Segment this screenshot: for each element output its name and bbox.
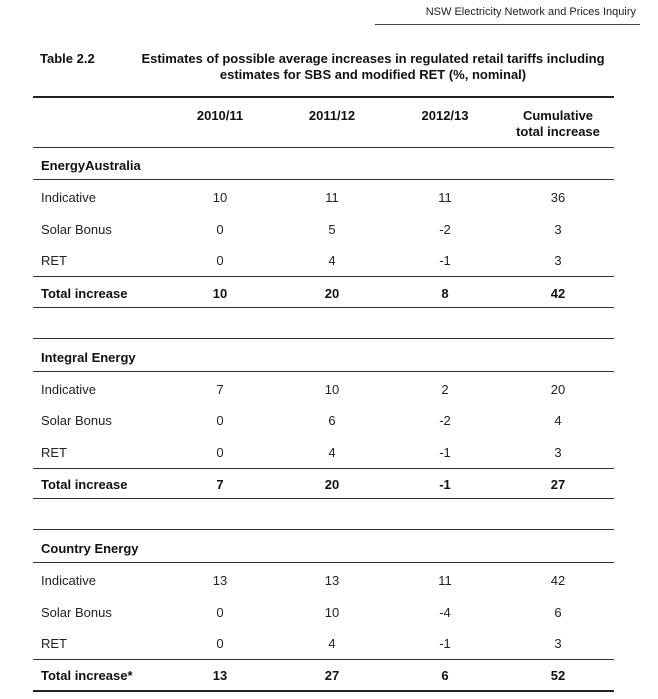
total-cell: 20 — [324, 477, 340, 492]
total-cell: 27 — [324, 668, 340, 683]
section-rule — [33, 179, 614, 180]
column-header-2011-12: 2011/12 — [308, 108, 356, 123]
row-label: RET — [41, 445, 67, 460]
section-rule — [33, 371, 614, 372]
table-cell: -2 — [439, 222, 451, 237]
section-heading: Integral Energy — [41, 350, 136, 365]
table-cell: 7 — [216, 382, 224, 397]
column-header-cumulative — [502, 108, 614, 140]
total-bottom-rule — [33, 498, 614, 499]
total-cell: -1 — [439, 477, 451, 492]
table-cell: 3 — [554, 222, 562, 237]
total-cell: 20 — [324, 286, 340, 301]
table-cell: -1 — [439, 445, 451, 460]
table-cell: 11 — [325, 190, 339, 205]
table-bottom-rule — [33, 690, 614, 692]
row-label: Indicative — [41, 573, 96, 588]
table-cell: 4 — [328, 253, 336, 268]
row-label: Solar Bonus — [41, 222, 112, 237]
total-cell: 27 — [550, 477, 566, 492]
total-cell: 42 — [550, 286, 566, 301]
row-label: RET — [41, 636, 67, 651]
table-cell: 0 — [216, 222, 224, 237]
table-cell: 3 — [554, 445, 562, 460]
table-cell: 4 — [328, 445, 336, 460]
total-label: Total increase* — [41, 668, 133, 683]
section-rule — [33, 562, 614, 563]
total-top-rule — [33, 468, 614, 469]
total-cell: 10 — [212, 286, 228, 301]
row-label: Solar Bonus — [41, 413, 112, 428]
total-label: Total increase — [41, 477, 128, 492]
table-cell: 10 — [324, 605, 340, 620]
table-cell: 3 — [554, 253, 562, 268]
total-cell: 8 — [441, 286, 449, 301]
total-cell: 13 — [212, 668, 228, 683]
table-cell: -4 — [439, 605, 451, 620]
column-header-cumulative-line-1: Cumulative — [522, 108, 594, 123]
table-top-rule — [33, 96, 614, 98]
table-cell: 13 — [324, 573, 340, 588]
table-cell: 42 — [550, 573, 566, 588]
table-title-line-2: estimates for SBS and modified RET (%, nominal) — [219, 67, 527, 82]
table-cell: 4 — [554, 413, 562, 428]
column-header-cumulative-line-2: total increase — [516, 124, 600, 139]
total-bottom-rule — [33, 307, 614, 308]
table-cell: 4 — [328, 636, 336, 651]
header-bottom-rule — [33, 147, 614, 148]
table-cell: 0 — [216, 636, 224, 651]
table-cell: 11 — [438, 190, 452, 205]
table-cell: 5 — [328, 222, 336, 237]
table-cell: 36 — [550, 190, 566, 205]
table-cell: 10 — [212, 190, 228, 205]
total-cell: 7 — [216, 477, 224, 492]
total-top-rule — [33, 659, 614, 660]
section-top-rule — [33, 338, 614, 339]
table-cell: 6 — [554, 605, 562, 620]
table-cell: 2 — [441, 382, 449, 397]
running-header: NSW Electricity Network and Prices Inquiry — [425, 6, 636, 18]
table-cell: 0 — [216, 605, 224, 620]
row-label: Solar Bonus — [41, 605, 112, 620]
table-cell: 11 — [438, 573, 452, 588]
section-top-rule — [33, 529, 614, 530]
table-title-line-1: Estimates of possible average increases in regulated retail tariffs including — [141, 51, 605, 66]
total-cell: 6 — [441, 668, 449, 683]
table-title — [128, 51, 618, 83]
table-cell: 0 — [216, 253, 224, 268]
section-heading: EnergyAustralia — [41, 158, 141, 173]
table-cell: 3 — [554, 636, 562, 651]
row-label: RET — [41, 253, 67, 268]
column-header-2012-13: 2012/13 — [421, 108, 469, 123]
column-header-2010-11: 2010/11 — [196, 108, 244, 123]
total-label: Total increase — [41, 286, 128, 301]
table-cell: 13 — [212, 573, 228, 588]
table-cell: -1 — [439, 253, 451, 268]
section-heading: Country Energy — [41, 541, 139, 556]
total-cell: 52 — [550, 668, 566, 683]
table-cell: -2 — [439, 413, 451, 428]
table-cell: 10 — [324, 382, 340, 397]
row-label: Indicative — [41, 382, 96, 397]
table-cell: 20 — [550, 382, 566, 397]
table-cell: 0 — [216, 413, 224, 428]
table-cell: -1 — [439, 636, 451, 651]
header-rule — [375, 24, 640, 25]
table-cell: 0 — [216, 445, 224, 460]
total-top-rule — [33, 276, 614, 277]
table-number: Table 2.2 — [40, 51, 95, 66]
table-cell: 6 — [328, 413, 336, 428]
row-label: Indicative — [41, 190, 96, 205]
